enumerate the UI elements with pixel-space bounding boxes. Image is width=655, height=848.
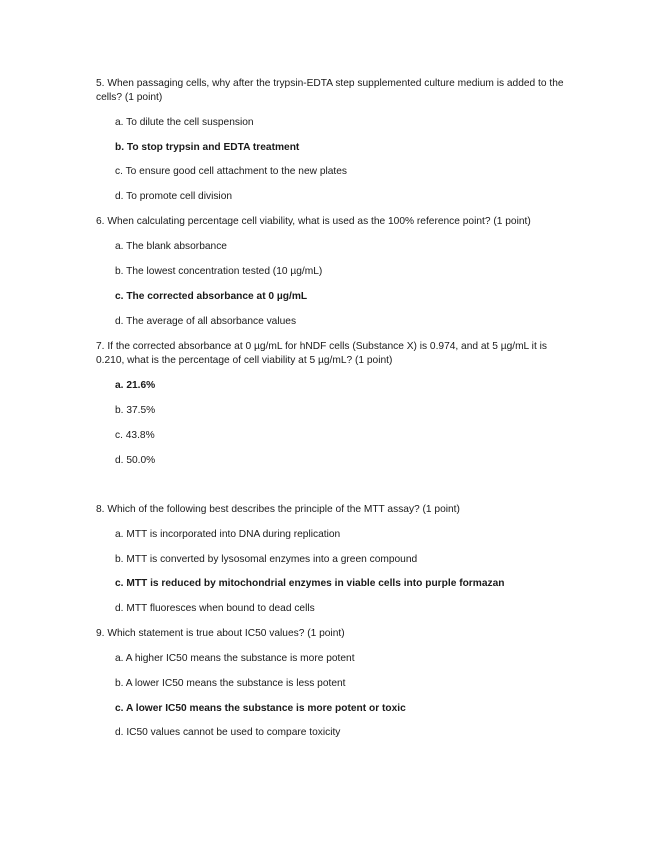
question-6-option-c-correct: c. The corrected absorbance at 0 µg/mL	[115, 291, 308, 302]
question-5-option-d: d. To promote cell division	[115, 191, 233, 202]
question-6-text: 6. When calculating percentage cell viability, what is used as the 100% reference point? (1 point)	[96, 216, 531, 227]
question-7-option-c: c. 43.8%	[115, 430, 155, 441]
question-9-option-b: b. A lower IC50 means the substance is less potent	[115, 678, 346, 689]
question-8-text: 8. Which of the following best describes the principle of the MTT assay? (1 point)	[96, 504, 460, 515]
question-9-option-c-correct: c. A lower IC50 means the substance is more potent or toxic	[115, 703, 406, 714]
question-7-text: 7. If the corrected absorbance at 0 µg/mL for hNDF cells (Substance X) is 0.974, and at 5 µg/mL it is 0.210, what is the percentage of cell viability at 5 µg/mL? (1 point)	[96, 341, 547, 366]
question-8-option-a: a. MTT is incorporated into DNA during replication	[115, 529, 341, 540]
question-6-option-a: a. The blank absorbance	[115, 241, 227, 252]
question-5-text: 5. When passaging cells, why after the trypsin-EDTA step supplemented culture medium is added to the cells? (1 point)	[96, 78, 564, 103]
question-8-option-d: d. MTT fluoresces when bound to dead cells	[115, 603, 315, 614]
question-9-option-a: a. A higher IC50 means the substance is more potent	[115, 653, 355, 664]
question-8-option-b: b. MTT is converted by lysosomal enzymes into a green compound	[115, 554, 418, 565]
question-9-option-d: d. IC50 values cannot be used to compare toxicity	[115, 727, 341, 738]
question-5-option-b-correct: b. To stop trypsin and EDTA treatment	[115, 142, 300, 153]
question-5-option-a: a. To dilute the cell suspension	[115, 117, 254, 128]
question-8-option-c-correct: c. MTT is reduced by mitochondrial enzymes in viable cells into purple formazan	[115, 578, 505, 589]
question-7-option-d: d. 50.0%	[115, 455, 156, 466]
question-6-option-d: d. The average of all absorbance values	[115, 316, 297, 327]
question-5-option-c: c. To ensure good cell attachment to the new plates	[115, 166, 348, 177]
question-6-option-b: b. The lowest concentration tested (10 µg/mL)	[115, 266, 323, 277]
question-7-option-a-correct: a. 21.6%	[115, 380, 156, 391]
question-9-text: 9. Which statement is true about IC50 values? (1 point)	[96, 628, 345, 639]
question-7-option-b: b. 37.5%	[115, 405, 156, 416]
